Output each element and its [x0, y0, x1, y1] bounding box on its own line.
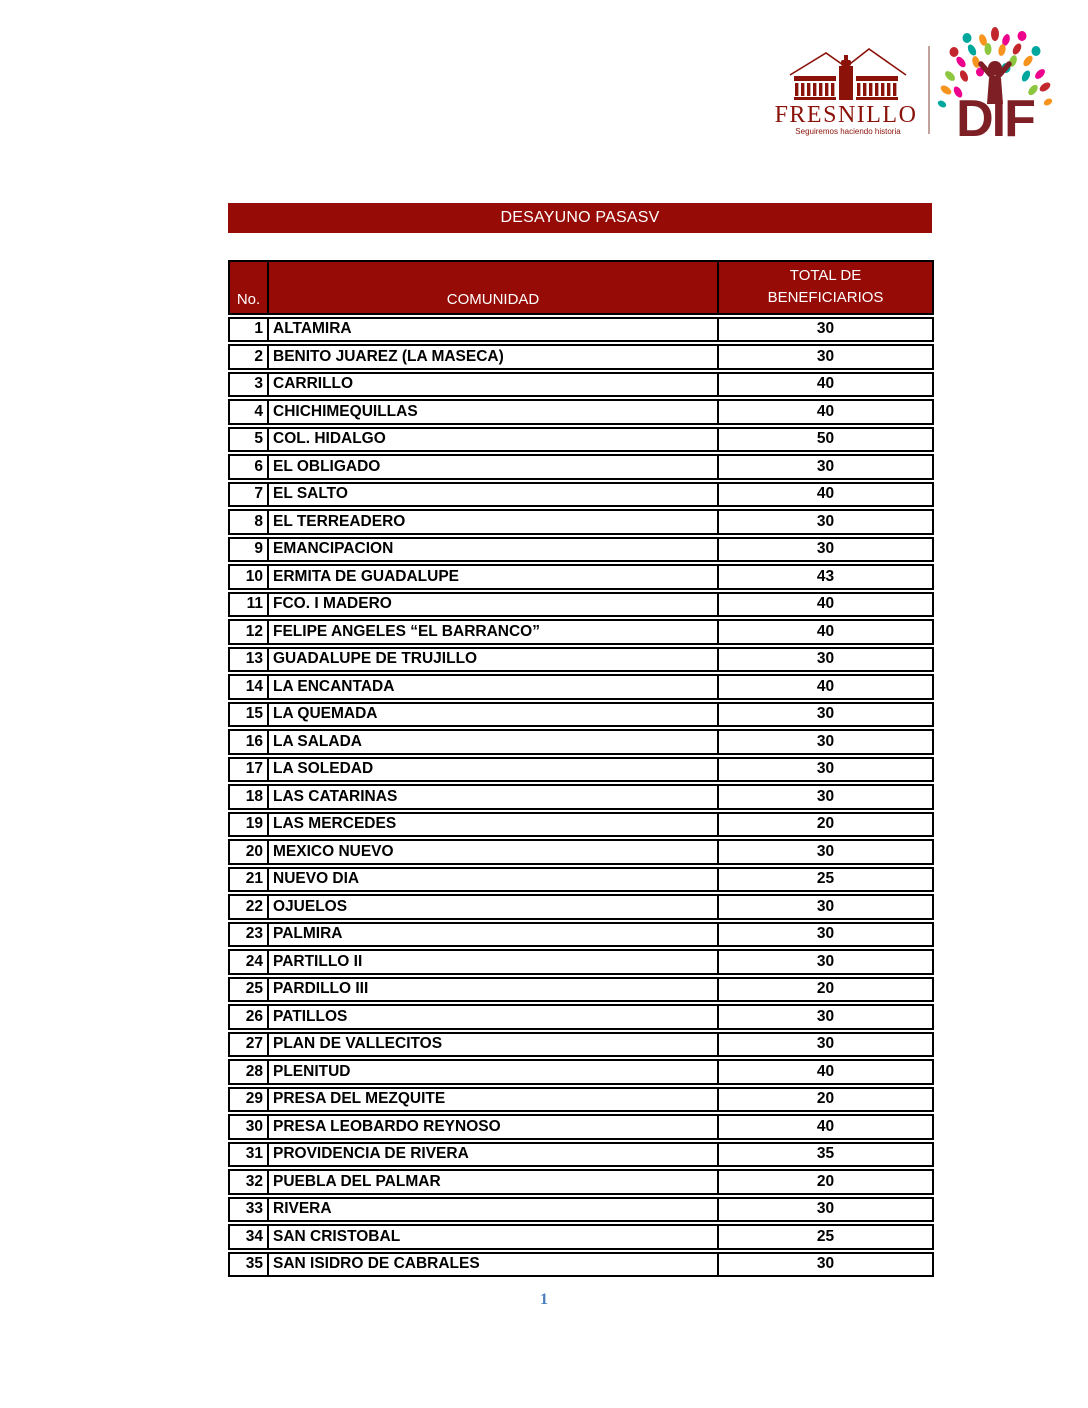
- column-header-total-line2: BENEFICIARIOS: [767, 288, 884, 306]
- table-row: [228, 977, 934, 1003]
- cell-total: 30: [718, 894, 934, 920]
- cell-total: 40: [718, 674, 934, 700]
- cell-comunidad: EMANCIPACION: [268, 537, 718, 563]
- cell-no: 12: [228, 619, 268, 645]
- cell-comunidad: GUADALUPE DE TRUJILLO: [268, 647, 718, 673]
- cell-total: 30: [718, 454, 934, 480]
- cell-no: 35: [228, 1252, 268, 1278]
- cell-total: 30: [718, 537, 934, 563]
- document-title: DESAYUNO PASASV: [500, 209, 660, 226]
- cell-no: 14: [228, 674, 268, 700]
- cell-comunidad: EL OBLIGADO: [268, 454, 718, 480]
- table-row: [228, 1114, 934, 1140]
- table-row: [228, 784, 934, 810]
- cell-no: 30: [228, 1114, 268, 1140]
- table-row: [228, 729, 934, 755]
- table-row: [228, 949, 934, 975]
- cell-total: 40: [718, 482, 934, 508]
- cell-no: 27: [228, 1032, 268, 1058]
- cell-no: 15: [228, 702, 268, 728]
- cell-total: 30: [718, 509, 934, 535]
- cell-no: 29: [228, 1087, 268, 1113]
- cell-no: 7: [228, 482, 268, 508]
- cell-total: 40: [718, 372, 934, 398]
- cell-comunidad: PLENITUD: [268, 1059, 718, 1085]
- cell-comunidad: LA SOLEDAD: [268, 757, 718, 783]
- cell-comunidad: PRESA DEL MEZQUITE: [268, 1087, 718, 1113]
- cell-no: 31: [228, 1142, 268, 1168]
- column-header-total: [718, 260, 934, 315]
- cell-no: 24: [228, 949, 268, 975]
- column-header-total-line1: TOTAL DE: [789, 267, 862, 284]
- cell-total: 40: [718, 399, 934, 425]
- cell-total: 20: [718, 812, 934, 838]
- table-row: [228, 344, 934, 370]
- cell-comunidad: LA SALADA: [268, 729, 718, 755]
- cell-comunidad: CHICHIMEQUILLAS: [268, 399, 718, 425]
- table-row: [228, 427, 934, 453]
- cell-total: 30: [718, 1004, 934, 1030]
- cell-total: 50: [718, 427, 934, 453]
- cell-comunidad: PARDILLO III: [268, 977, 718, 1003]
- cell-comunidad: ERMITA DE GUADALUPE: [268, 564, 718, 590]
- cell-comunidad: EL TERREADERO: [268, 509, 718, 535]
- table-row: [228, 537, 934, 563]
- cell-no: 6: [228, 454, 268, 480]
- table-header-row: [228, 260, 934, 315]
- cell-total: 43: [718, 564, 934, 590]
- document-title-bar: [228, 203, 932, 233]
- cell-comunidad: EL SALTO: [268, 482, 718, 508]
- cell-total: 20: [718, 977, 934, 1003]
- cell-comunidad: OJUELOS: [268, 894, 718, 920]
- cell-no: 32: [228, 1169, 268, 1195]
- table-row: [228, 839, 934, 865]
- cell-no: 11: [228, 592, 268, 618]
- cell-no: 10: [228, 564, 268, 590]
- cell-total: 30: [718, 839, 934, 865]
- cell-total: 30: [718, 784, 934, 810]
- cell-total: 30: [718, 647, 934, 673]
- table-row: [228, 372, 934, 398]
- cell-total: 20: [718, 1087, 934, 1113]
- cell-total: 40: [718, 592, 934, 618]
- cell-comunidad: LA QUEMADA: [268, 702, 718, 728]
- cell-comunidad: LAS CATARINAS: [268, 784, 718, 810]
- table-row: [228, 592, 934, 618]
- cell-total: 30: [718, 757, 934, 783]
- cell-total: 30: [718, 922, 934, 948]
- table-body: [228, 317, 934, 1278]
- cell-total: 25: [718, 867, 934, 893]
- table-row: [228, 619, 934, 645]
- beneficiaries-table: [228, 258, 934, 1279]
- table-row: [228, 1169, 934, 1195]
- dif-logo-wordmark: DIF: [956, 90, 1034, 148]
- cell-no: 4: [228, 399, 268, 425]
- cell-comunidad: PARTILLO II: [268, 949, 718, 975]
- cell-comunidad: BENITO JUAREZ (LA MASECA): [268, 344, 718, 370]
- table-row: [228, 674, 934, 700]
- cell-no: 17: [228, 757, 268, 783]
- cell-no: 33: [228, 1197, 268, 1223]
- table-row: [228, 1197, 934, 1223]
- table-header: [228, 260, 934, 315]
- table-row: [228, 894, 934, 920]
- cell-no: 22: [228, 894, 268, 920]
- cell-no: 23: [228, 922, 268, 948]
- fresnillo-logo-tagline: Seguiremos haciendo historia: [795, 127, 901, 136]
- table-row: [228, 647, 934, 673]
- logo-divider: [928, 46, 930, 134]
- table-row: [228, 1087, 934, 1113]
- fresnillo-logo-wordmark: FRESNILLO: [774, 102, 918, 128]
- table-row: [228, 812, 934, 838]
- table-row: [228, 867, 934, 893]
- cell-total: 40: [718, 1114, 934, 1140]
- cell-total: 30: [718, 702, 934, 728]
- table-row: [228, 564, 934, 590]
- cell-comunidad: PRESA LEOBARDO REYNOSO: [268, 1114, 718, 1140]
- table-row: [228, 454, 934, 480]
- table-row: [228, 509, 934, 535]
- cell-comunidad: LAS MERCEDES: [268, 812, 718, 838]
- cell-comunidad: SAN CRISTOBAL: [268, 1224, 718, 1250]
- cell-no: 8: [228, 509, 268, 535]
- cell-total: 40: [718, 619, 934, 645]
- cell-total: 40: [718, 1059, 934, 1085]
- cell-comunidad: FELIPE ANGELES “EL BARRANCO”: [268, 619, 718, 645]
- cell-total: 30: [718, 344, 934, 370]
- cell-comunidad: FCO. I MADERO: [268, 592, 718, 618]
- cell-no: 34: [228, 1224, 268, 1250]
- cell-comunidad: MEXICO NUEVO: [268, 839, 718, 865]
- table-row: [228, 757, 934, 783]
- cell-comunidad: ALTAMIRA: [268, 317, 718, 343]
- cell-comunidad: PATILLOS: [268, 1004, 718, 1030]
- column-header-comunidad: COMUNIDAD: [268, 260, 718, 315]
- cell-no: 18: [228, 784, 268, 810]
- column-header-no: No.: [228, 260, 268, 315]
- table-row: [228, 1142, 934, 1168]
- cell-comunidad: PLAN DE VALLECITOS: [268, 1032, 718, 1058]
- cell-no: 20: [228, 839, 268, 865]
- table-row: [228, 1224, 934, 1250]
- cell-no: 19: [228, 812, 268, 838]
- table-row: [228, 399, 934, 425]
- cell-total: 30: [718, 729, 934, 755]
- cell-no: 2: [228, 344, 268, 370]
- table-row: [228, 1059, 934, 1085]
- cell-total: 20: [718, 1169, 934, 1195]
- table-row: [228, 1004, 934, 1030]
- cell-no: 13: [228, 647, 268, 673]
- cell-comunidad: CARRILLO: [268, 372, 718, 398]
- cell-no: 16: [228, 729, 268, 755]
- cell-no: 25: [228, 977, 268, 1003]
- cell-no: 26: [228, 1004, 268, 1030]
- page-number: 1: [540, 1291, 548, 1308]
- cell-total: 35: [718, 1142, 934, 1168]
- cell-comunidad: LA ENCANTADA: [268, 674, 718, 700]
- cell-no: 21: [228, 867, 268, 893]
- cell-total: 30: [718, 1252, 934, 1278]
- cell-no: 9: [228, 537, 268, 563]
- cell-total: 30: [718, 949, 934, 975]
- table-row: [228, 1252, 934, 1278]
- cell-comunidad: COL. HIDALGO: [268, 427, 718, 453]
- table-row: [228, 1032, 934, 1058]
- table-row: [228, 482, 934, 508]
- cell-no: 5: [228, 427, 268, 453]
- table-row: [228, 922, 934, 948]
- cell-no: 1: [228, 317, 268, 343]
- table-row: [228, 702, 934, 728]
- table-row: [228, 317, 934, 343]
- cell-no: 28: [228, 1059, 268, 1085]
- cell-comunidad: NUEVO DIA: [268, 867, 718, 893]
- cell-comunidad: RIVERA: [268, 1197, 718, 1223]
- fresnillo-logo-icon: [770, 42, 922, 144]
- dif-logo-icon: [936, 24, 1054, 156]
- cell-comunidad: PUEBLA DEL PALMAR: [268, 1169, 718, 1195]
- cell-total: 30: [718, 1032, 934, 1058]
- cell-no: 3: [228, 372, 268, 398]
- cell-total: 30: [718, 1197, 934, 1223]
- cell-total: 25: [718, 1224, 934, 1250]
- cell-comunidad: PALMIRA: [268, 922, 718, 948]
- cell-comunidad: SAN ISIDRO DE CABRALES: [268, 1252, 718, 1278]
- cell-comunidad: PROVIDENCIA DE RIVERA: [268, 1142, 718, 1168]
- cell-total: 30: [718, 317, 934, 343]
